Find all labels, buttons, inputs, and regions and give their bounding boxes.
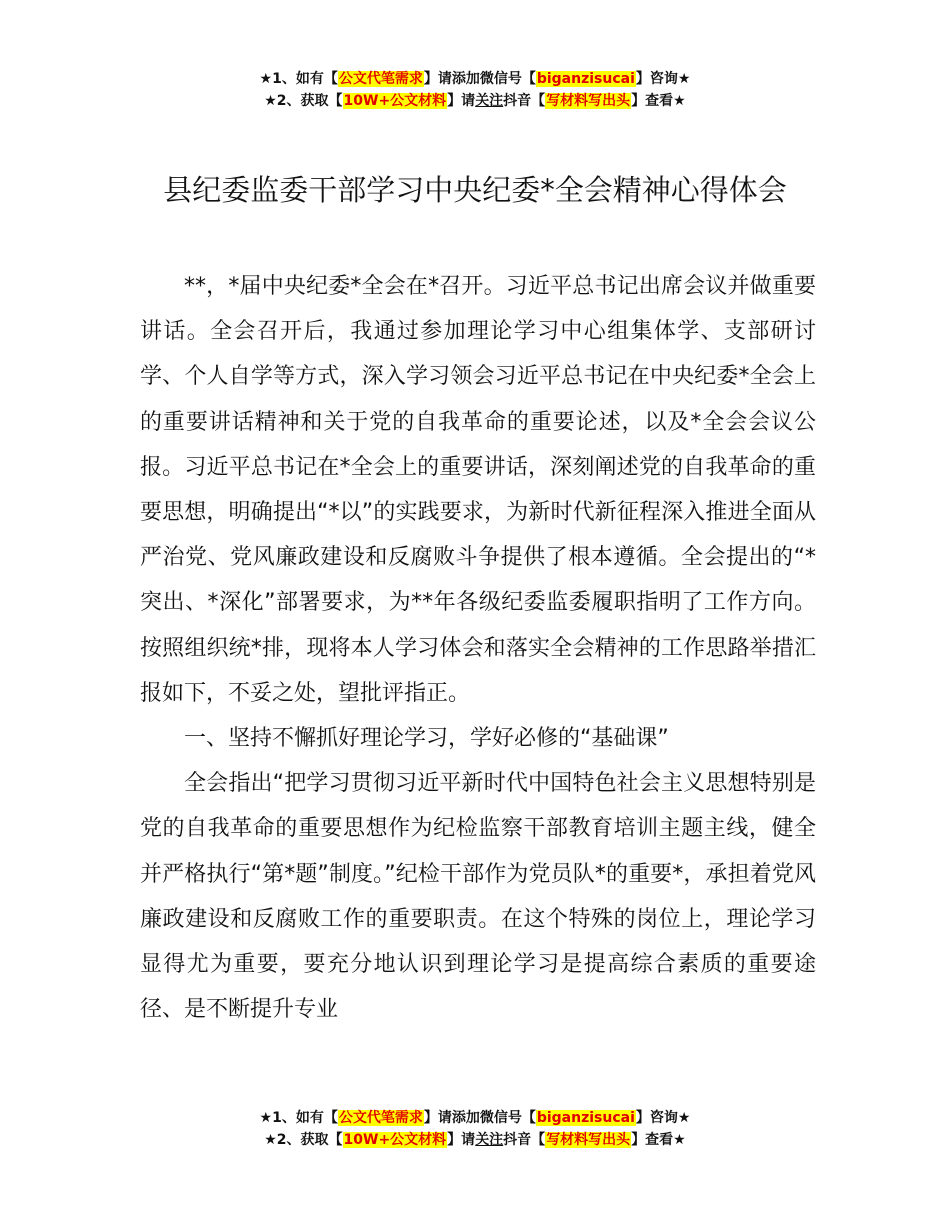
banner-line-2: ★2、获取【10W+公文材料】请关注抖音【写材料写出头】查看★ xyxy=(264,1132,686,1148)
banner-line-1: ★1、如有【公文代笔需求】请添加微信号【biganzisucai】咨询★ xyxy=(259,71,691,87)
paragraph-section-1: 全会指出“把学习贯彻习近平新时代中国特色社会主义思想特别是党的自我革命的重要思想作为纪检监察干部教育培训主题主线，健全并严格执行“第*题”制度。”纪检干部作为党员队*的重要*，承担着党风廉政建设和反腐败工作的重要职责。在这个特殊的岗位上，理论学习显得尤为重要，要充分地认识到理论学习是提高综合素质的重要途径、是不断提升专业 xyxy=(140,771,816,1023)
banner-line-1: ★1、如有【公文代笔需求】请添加微信号【biganzisucai】咨询★ xyxy=(259,1110,691,1126)
highlight-wechat-id: biganzisucai xyxy=(536,1110,635,1126)
underlined-follow: 关注 xyxy=(475,1132,504,1148)
highlight-ghostwriting: 公文代笔需求 xyxy=(338,1110,423,1126)
highlight-wechat-id: biganzisucai xyxy=(536,71,635,87)
underlined-follow: 关注 xyxy=(475,93,504,109)
section-heading-1: 一、坚持不懈抓好理论学习，学好必修的“基础课” xyxy=(184,726,669,752)
highlight-douyin-account: 写材料写出头 xyxy=(546,1132,631,1148)
paragraph-intro: **，*届中央纪委*全会在*召开。习近平总书记出席会议并做重要讲话。全会召开后，我通过参加理论学习中心组集体学、支部研讨学、个人自学等方式，深入学习领会习近平总书记在中央纪委*全会上的重要讲话精神和关于党的自我革命的重要论述，以及*全会会议公报。习近平总书记在*全会上的重要讲话，深刻阐述党的自我革命的重要思想，明确提出“*以”的实践要求，为新时代新征程深入推进全面从严治党、党风廉政建设和反腐败斗争提供了根本遵循。全会提出的“*突出、*深化”部署要求，为**年各级纪委监委履职指明了工作方向。按照组织统*排，现将本人学习体会和落实全会精神的工作思路举措汇报如下，不妥之处，望批评指正。 xyxy=(140,274,816,706)
document-title: 县纪委监委干部学习中央纪委*全会精神心得体会 xyxy=(163,173,787,207)
highlight-douyin-account: 写材料写出头 xyxy=(546,93,631,109)
highlight-ghostwriting: 公文代笔需求 xyxy=(338,71,423,87)
header-banner xyxy=(0,68,950,112)
highlight-materials: 10W+公文材料 xyxy=(343,1132,447,1148)
document-body xyxy=(140,264,816,1032)
footer-banner xyxy=(0,1107,950,1151)
highlight-materials: 10W+公文材料 xyxy=(343,93,447,109)
banner-line-2: ★2、获取【10W+公文材料】请关注抖音【写材料写出头】查看★ xyxy=(264,93,686,109)
